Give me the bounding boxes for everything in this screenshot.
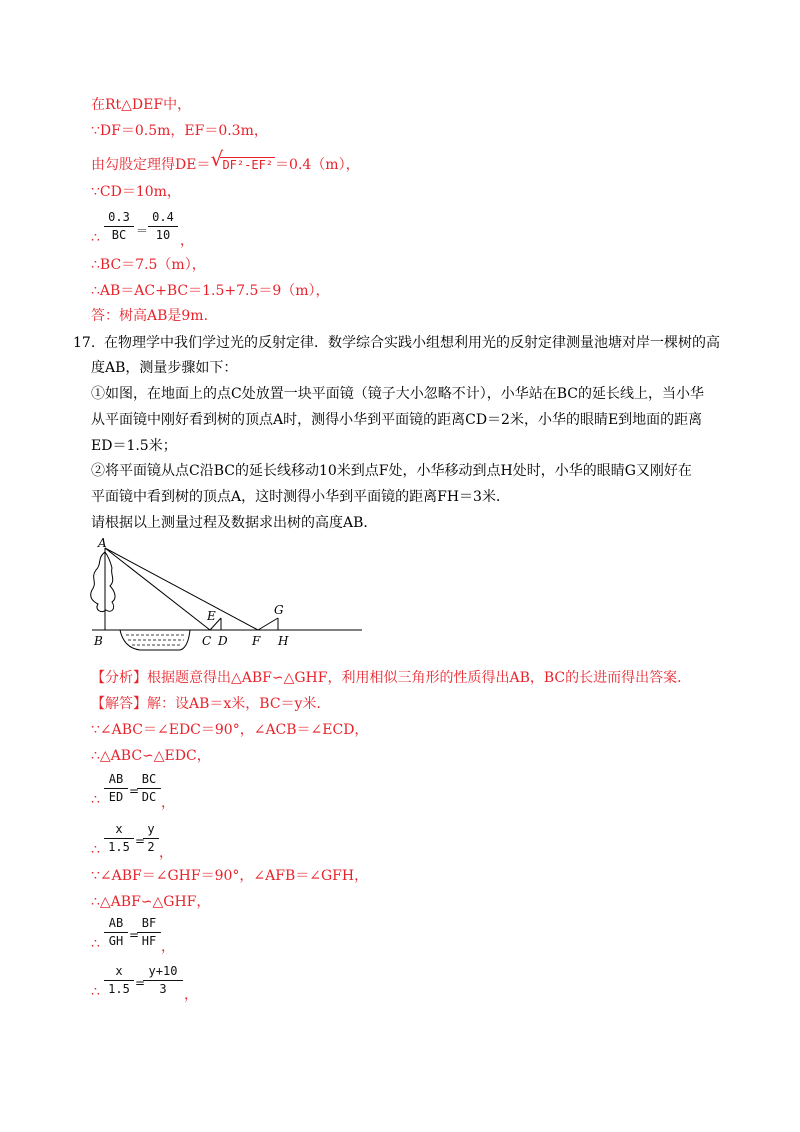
comma: ， <box>161 795 175 811</box>
denominator: GH <box>108 934 124 948</box>
comma: ， <box>161 939 175 955</box>
tree-crown <box>91 552 115 612</box>
ray-A-F <box>105 548 258 630</box>
therefore-symbol: ∴ <box>91 230 100 246</box>
fraction <box>104 772 128 805</box>
numerator: BF <box>141 916 157 930</box>
solution-line: ∵CD＝10m， <box>91 184 181 200</box>
equals-sign: ＝ <box>136 224 149 238</box>
solution-line: ∴BC＝7.5（m）， <box>91 257 206 273</box>
equals-sign: = <box>129 928 140 942</box>
label-H: H <box>278 634 289 648</box>
fraction <box>148 210 178 243</box>
comma: ， <box>184 987 198 1003</box>
solution-line: ∵∠ABC＝∠EDC＝90°，∠ACB＝∠ECD， <box>91 722 369 738</box>
denominator: 1.5 <box>108 840 130 854</box>
fraction <box>143 822 159 855</box>
problem-text: ED＝1.5米； <box>91 438 177 454</box>
therefore-symbol: ∴ <box>91 842 100 858</box>
sqrt-sign: √ <box>210 147 224 171</box>
fraction <box>104 822 134 855</box>
label-F: F <box>252 634 261 648</box>
fraction <box>137 772 161 805</box>
numerator: 0.3 <box>108 210 130 224</box>
therefore-symbol: ∴ <box>91 792 100 808</box>
problem-text: ②将平面镜从点C沿BC的延长线移动10米到点F处，小华移动到点H处时，小华的眼睛G又刚好在 <box>91 463 692 479</box>
solution-line: ∵∠ABF＝∠GHF＝90°，∠AFB＝∠GFH， <box>91 868 369 884</box>
fraction <box>104 964 134 997</box>
equals-sign: = <box>129 784 140 798</box>
comma: ， <box>159 845 173 861</box>
solution-line: 在Rt△DEF中， <box>91 97 192 113</box>
denominator: 10 <box>155 228 171 242</box>
solution-line: ∵DF＝0.5m，EF＝0.3m， <box>91 123 268 139</box>
denominator: BC <box>111 228 127 242</box>
denominator: 1.5 <box>108 982 130 996</box>
therefore-symbol: ∴ <box>91 936 100 952</box>
label-G: G <box>274 603 284 617</box>
problem-text: 在物理学中我们学过光的反射定律．数学综合实践小组想利用光的反射定律测量池塘对岸一棵树的高 <box>104 335 720 351</box>
numerator: y <box>147 822 155 836</box>
denominator: 3 <box>159 982 167 996</box>
denominator: DC <box>141 790 157 804</box>
sqrt-expression <box>210 147 275 175</box>
therefore-symbol: ∴ <box>91 984 100 1000</box>
numerator: y+10 <box>148 964 178 978</box>
text-segment: ＝0.4（m）， <box>275 157 360 173</box>
fraction <box>104 210 134 243</box>
numerator: AB <box>108 916 124 930</box>
denominator: HF <box>141 934 157 948</box>
numerator: 0.4 <box>152 210 174 224</box>
equals-sign: = <box>135 834 146 848</box>
text-segment: 由勾股定理得DE＝ <box>91 157 211 173</box>
solution-line: ∴AB＝AC+BC＝1.5+7.5＝9（m）， <box>91 283 330 299</box>
solution-line: 答：树高AB是9m. <box>91 308 209 324</box>
answer-head: 【解答】解：设AB＝x米，BC＝y米． <box>91 696 331 712</box>
denominator: ED <box>108 790 124 804</box>
numerator: x <box>115 964 123 978</box>
problem-text: 从平面镜中刚好看到树的顶点A时，测得小华到平面镜的距离CD＝2米，小华的眼睛E到地面的距离 <box>91 412 703 428</box>
problem-number: 17. <box>73 335 96 351</box>
solution-line: ∴△ABF∽△GHF， <box>91 894 211 910</box>
numerator: AB <box>108 772 124 786</box>
denominator: 2 <box>147 840 155 854</box>
problem-text: 请根据以上测量过程及数据求出树的高度AB． <box>91 515 378 531</box>
ray-A-C <box>105 548 210 630</box>
solution-line: ∴△ABC∽△EDC， <box>91 748 211 764</box>
problem-text: ①如图，在地面上的点C处放置一块平面镜（镜子大小忽略不计），小华站在BC的延长线上，当小华 <box>91 386 704 402</box>
problem-text: 度AB，测量步骤如下： <box>91 360 238 376</box>
label-B: B <box>94 634 103 648</box>
sqrt-radicand: DF²-EF² <box>222 158 274 172</box>
analysis-text: 【分析】根据题意得出△ABF∽△GHF，利用相似三角形的性质得出AB，BC的长进而得出答案． <box>91 670 692 686</box>
fraction <box>143 964 183 997</box>
geometry-figure <box>80 530 370 655</box>
fraction <box>104 916 128 949</box>
label-C: C <box>202 634 212 648</box>
problem-text: 平面镜中看到树的顶点A，这时测得小华到平面镜的距离FH＝3米． <box>91 489 510 505</box>
label-E: E <box>207 609 216 623</box>
numerator: x <box>115 822 123 836</box>
label-D: D <box>218 634 228 648</box>
comma: ， <box>180 233 194 249</box>
ray-F-G <box>258 618 278 630</box>
label-A: A <box>98 536 107 550</box>
fraction <box>137 916 161 949</box>
numerator: BC <box>141 772 157 786</box>
equals-sign: = <box>135 976 146 990</box>
solution-line <box>91 147 360 175</box>
